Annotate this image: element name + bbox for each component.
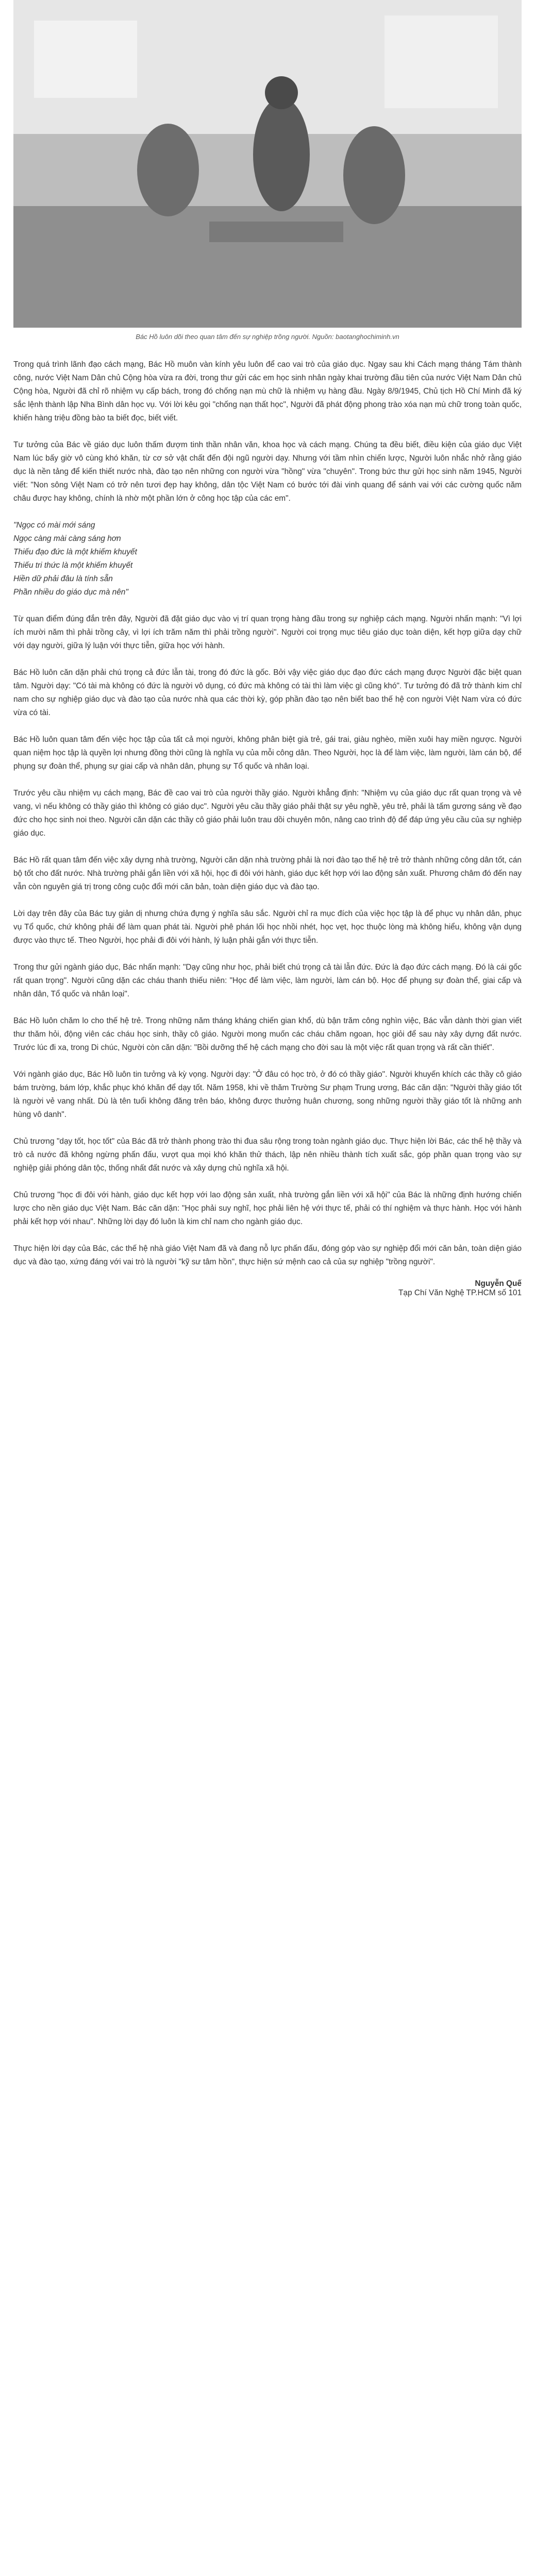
paragraph: Bác Hồ luôn chăm lo cho thế hệ trẻ. Trong những năm tháng kháng chiến gian khổ, dù bận trăm công nghìn việc, Bác vẫn dành thời gian viết thư thăm hỏi, động viên các cháu học sinh, thầy cô giáo. Người mong muốn các cháu chăm ngoan, học giỏi để sau này xây dựng đất nước. Trước lúc đi xa, trong Di chúc, Người còn căn dặn: "Bồi dưỡng thế hệ cách mạng cho đời sau là một việc rất quan trọng và rất cần thiết". [13,1016,522,1052]
paragraph: Chủ trương "học đi đôi với hành, giáo dục kết hợp với lao động sản xuất, nhà trường gắn liền với xã hội" của Bác là những định hướng chiến lược cho nền giáo dục Việt Nam. Bác căn dặn: "Học phải suy nghĩ, học phải liên hệ với thực tế, phải có thí nghiệm và thực hành. Học với hành phải kết hợp với nhau". Những lời dạy đó luôn là kim chỉ nam cho ngành giáo dục. [13,1191,522,1226]
paragraph: Tư tưởng của Bác về giáo dục luôn thấm đượm tinh thần nhân văn, khoa học và cách mạng. Chúng ta đều biết, điều kiện của giáo dục Việt Nam lúc bấy giờ vô cùng khó khăn, từ cơ sở vật chất đến đội ngũ người dạy. Nhưng với tầm nhìn chiến lược, Người luôn nhắc nhở rằng giáo dục là nền tảng để kiến thiết nước nhà, đào tạo nên những con người vừa "hồng" vừa "chuyên". Trong bức thư gửi học sinh năm 1945, Người viết: "Non sông Việt Nam có trở nên tươi đẹp hay không, dân tộc Việt Nam có bước tới đài vinh quang để sánh vai với các cường quốc năm châu được hay không, chính là nhờ một phần lớn ở công học tập của các em". [13,440,522,503]
photo-caption: Bác Hồ luôn dõi theo quan tâm đến sự nghiệp trồng người. Nguồn: baotanghochiminh.vn [136,333,399,341]
article-signature [13,1279,522,1298]
author-source: Tạp Chí Văn Nghệ TP.HCM số 101 [398,1289,522,1297]
paragraph: Trong quá trình lãnh đạo cách mạng, Bác Hồ muôn vàn kính yêu luôn để cao vai trò của giáo dục. Ngay sau khi Cách mạng tháng Tám thành công, nước Việt Nam Dân chủ Cộng hòa vừa ra đời, trong thư gửi các em học sinh nhân ngày khai trường đầu tiên của nước Việt Nam Dân chủ Cộng hòa, Người đã chỉ rõ nhiệm vụ cấp bách, trong đó chống nạn mù chữ là nhiệm vụ hàng đầu. Ngày 8/9/1945, Chủ tịch Hồ Chí Minh đã ký sắc lệnh thành lập Nha Bình dân học vụ. Với lời kêu gọi "chống nạn thất học", Người đã phát động phong trào xóa nạn mù chữ trong toàn quốc, khiến hàng triệu đồng bào ta biết đọc, biết viết. [13,360,522,422]
article-body [13,358,522,1269]
paragraph: Trong thư gửi ngành giáo dục, Bác nhấn mạnh: "Dạy cũng như học, phải biết chú trọng cả tài lẫn đức. Đức là đạo đức cách mạng. Đó là cái gốc rất quan trọng". Người cũng dặn các cháu thanh thiếu niên: "Học để làm việc, làm người, làm cán bộ. Học để phụng sự đoàn thể, giai cấp và nhân dân, Tổ quốc và nhân loại". [13,963,522,998]
poem-quote [13,519,522,599]
paragraph: Lời dạy trên đây của Bác tuy giản dị nhưng chứa đựng ý nghĩa sâu sắc. Người chỉ ra mục đích của việc học tập là để phục vụ nhân dân, phục vụ Tổ quốc, chứ không phải để làm quan phát tài. Người phê phán lối học nhồi nhét, học vẹt, học thuộc lòng mà không hiểu, không vận dụng được vào thực tế. Theo Người, học phải đi đôi với hành, lý luận phải gắn với thực tiễn. [13,909,522,945]
paragraph: Với ngành giáo dục, Bác Hồ luôn tin tưởng và kỳ vọng. Người dạy: "Ở đâu có học trò, ở đó có thầy giáo". Người khuyến khích các thầy cô giáo bám trường, bám lớp, khắc phục khó khăn để dạy tốt. Năm 1958, khi về thăm Trường Sư phạm Trung ương, Bác căn dặn: "Người thầy giáo tốt là người vẻ vang nhất. Dù là tên tuổi không đăng trên báo, không được thưởng huân chương, song những người thầy giáo tốt là những anh hùng vô danh". [13,1070,522,1119]
poem-text: "Ngọc có mài mới sáng Ngọc càng mài càng sáng hơn Thiếu đạo đức là một khiếm khuyết Thiếu tri thức là một khiếm khuyết Hiền dữ phải đâu là tính sẵn Phần nhiều do giáo dục mà nên" [13,521,137,597]
paragraph: Bác Hồ rất quan tâm đến việc xây dựng nhà trường, Người căn dặn nhà trường phải là nơi đào tạo thế hệ trẻ trở thành những công dân tốt, cán bộ tốt cho đất nước. Nhà trường phải gắn liền với xã hội, học đi đôi với hành, giáo dục kết hợp với lao động sản xuất. Phương châm đó đến nay vẫn còn nguyên giá trị trong công cuộc đổi mới căn bản, toàn diện giáo dục và đào tạo. [13,856,522,891]
paragraph: Thực hiện lời dạy của Bác, các thế hệ nhà giáo Việt Nam đã và đang nỗ lực phấn đấu, đóng góp vào sự nghiệp đổi mới căn bản, toàn diện giáo dục và đào tạo, xứng đáng với vai trò là người "kỹ sư tâm hồn", thực hiện sứ mệnh cao cả của sự nghiệp "trồng người". [13,1244,522,1266]
paragraph: Chủ trương "dạy tốt, học tốt" của Bác đã trở thành phong trào thi đua sâu rộng trong toàn ngành giáo dục. Thực hiện lời Bác, các thế hệ thầy và trò cả nước đã không ngừng phấn đấu, vượt qua mọi khó khăn thử thách, lập nên nhiều thành tích xuất sắc, góp phần quan trọng vào sự nghiệp giải phóng dân tộc, thống nhất đất nước và xây dựng chủ nghĩa xã hội. [13,1137,522,1173]
author-name: Nguyễn Quế [475,1279,522,1288]
article-photo [13,0,522,328]
paragraph: Từ quan điểm đúng đắn trên đây, Người đã đặt giáo dục vào vị trí quan trọng hàng đầu trong sự nghiệp cách mạng. Người nhấn mạnh: "Vì lợi ích mười năm thì phải trồng cây, vì lợi ích trăm năm thì phải trồng người". Người coi trọng mục tiêu giáo dục toàn diện, kết hợp giữa dạy chữ với dạy người, giữa lý luận với thực tiễn, giữa học với hành. [13,615,522,650]
paragraph: Trước yêu cầu nhiệm vụ cách mạng, Bác đề cao vai trò của người thầy giáo. Người khẳng định: "Nhiệm vụ của giáo dục rất quan trọng và vẻ vang, vì nếu không có thầy giáo thì không có giáo dục". Người yêu cầu thầy giáo phải thật sự yêu nghề, yêu trẻ, phải là tấm gương sáng về đạo đức cho học sinh noi theo. Người căn dặn các thầy cô giáo phải luôn trau dồi chuyên môn, nâng cao trình độ để đáp ứng yêu cầu của sự nghiệp giáo dục. [13,789,522,838]
paragraph: Bác Hồ luôn căn dặn phải chú trọng cả đức lẫn tài, trong đó đức là gốc. Bởi vậy việc giáo dục đạo đức cách mạng được Người đặc biệt quan tâm. Người dạy: "Có tài mà không có đức là người vô dụng, có đức mà không có tài thì làm việc gì cũng khó". Tư tưởng đó đã trở thành kim chỉ nam cho sự nghiệp giáo dục và đào tạo của nước nhà qua các thời kỳ, góp phần đào tạo nên biết bao thế hệ con người Việt Nam vừa có đức vừa có tài. [13,668,522,717]
article [13,0,522,1298]
paragraph: Bác Hồ luôn quan tâm đến việc học tập của tất cả mọi người, không phân biệt già trẻ, gái trai, giàu nghèo, miền xuôi hay miền ngược. Người quan niệm học tập là quyền lợi nhưng đồng thời cũng là nghĩa vụ của mỗi công dân. Theo Người, học là để làm việc, làm người, làm cán bộ, để phụng sự đoàn thể, phụng sự giai cấp và nhân dân, phụng sự Tổ quốc và nhân loại. [13,735,522,771]
